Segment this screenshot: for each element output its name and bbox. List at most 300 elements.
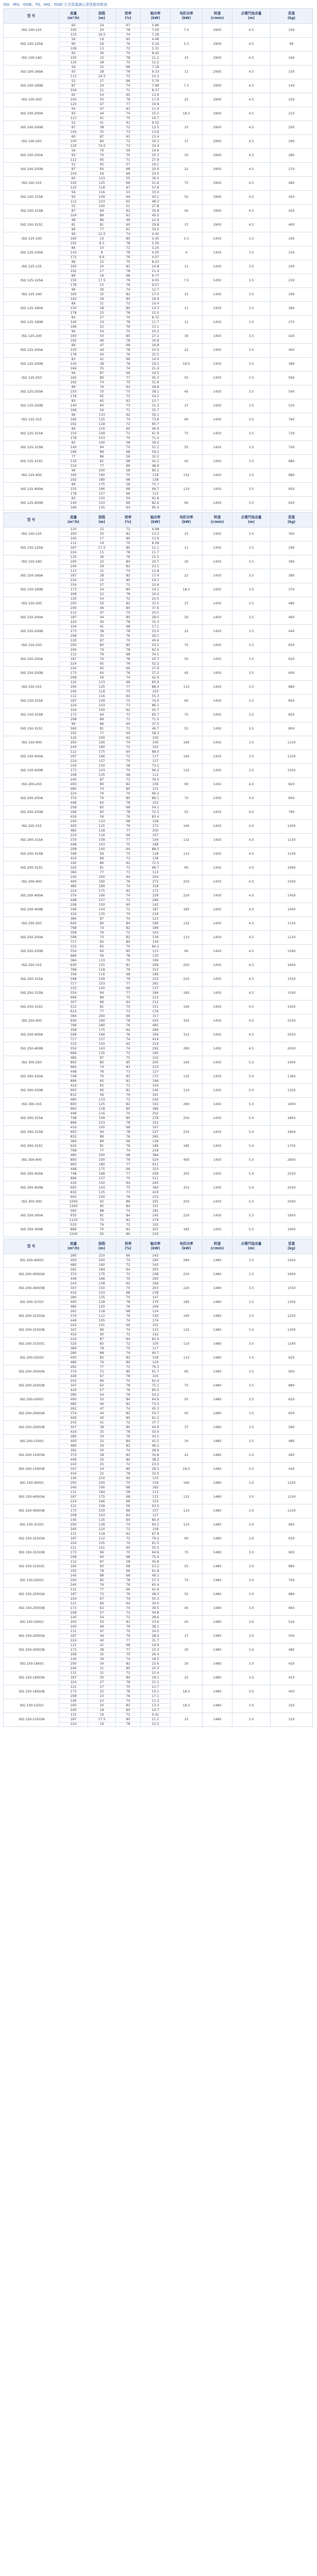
shaft-power-cell: 206	[141, 1305, 171, 1310]
efficiency-cell: 74	[116, 1351, 141, 1356]
model-cell: ISG 150-200(I)	[4, 1616, 59, 1630]
table-row	[4, 667, 313, 671]
efficiency-cell: 68	[116, 167, 141, 172]
shaft-power-cell: 142	[141, 1333, 171, 1337]
flow-cell: 187	[59, 1718, 88, 1722]
weight-cell: 650	[271, 639, 313, 653]
flow-cell: 640	[59, 963, 88, 968]
table-row	[4, 24, 313, 28]
flow-cell: 150	[59, 307, 88, 311]
table-row	[4, 1560, 313, 1565]
spec-table	[3, 1239, 313, 1727]
column-header-eff	[116, 513, 141, 528]
efficiency-cell: 66	[116, 1324, 141, 1328]
shaft-power-cell: 51.2	[141, 446, 171, 450]
shaft-power-cell: 53.2	[141, 1565, 171, 1569]
head-cell: 12.5	[88, 232, 116, 237]
weight-cell: 500	[271, 1630, 313, 1643]
table-row	[4, 163, 313, 167]
efficiency-cell: 56	[116, 483, 141, 487]
speed-cell: 1480	[203, 1435, 232, 1449]
motor-cell: 37	[171, 1630, 203, 1643]
head-cell: 20	[88, 1704, 116, 1708]
shaft-power-cell: 48.3	[141, 1592, 171, 1597]
head-cell: 184	[88, 1490, 116, 1495]
efficiency-cell: 60	[116, 722, 141, 727]
efficiency-cell: 65	[116, 200, 141, 205]
flow-cell: 160	[59, 265, 88, 269]
column-header-unit: (m)	[248, 16, 255, 20]
weight-cell: 400	[271, 344, 313, 358]
flow-cell: 172	[59, 256, 88, 260]
weight-cell: 730	[271, 427, 313, 441]
efficiency-cell: 60	[116, 1546, 141, 1551]
speed-cell: 1450	[203, 903, 232, 917]
shaft-power-cell: 13.3	[141, 532, 171, 537]
flow-cell: 100	[59, 181, 88, 186]
efficiency-cell: 74	[116, 1259, 141, 1263]
npsh-cell: 3.0	[232, 1560, 271, 1574]
head-cell: 41	[88, 1421, 116, 1426]
speed-cell: 1450	[203, 344, 232, 358]
efficiency-cell: 62	[116, 861, 141, 866]
weight-cell: 680	[271, 455, 313, 469]
efficiency-cell: 80	[116, 1361, 141, 1365]
table-row	[4, 1167, 313, 1172]
speed-cell: 1450	[203, 611, 232, 625]
flow-cell: 358	[59, 973, 88, 977]
motor-cell: 110	[171, 1504, 203, 1518]
flow-cell: 480	[59, 1361, 88, 1365]
flow-cell: 480	[59, 885, 88, 889]
model-cell: ISG 200-315A	[4, 834, 59, 848]
npsh-cell: 3.5	[232, 1407, 271, 1421]
efficiency-cell: 80	[116, 307, 141, 311]
efficiency-cell: 82	[116, 565, 141, 569]
flow-cell: 120	[59, 681, 88, 685]
table-row	[4, 973, 313, 977]
flow-cell: 192	[59, 422, 88, 427]
speed-cell: 1450	[203, 302, 232, 316]
shaft-power-cell: 8.28	[141, 541, 171, 546]
flow-cell: 374	[59, 1453, 88, 1458]
shaft-power-cell: 25.5	[141, 353, 171, 358]
table-row	[4, 834, 313, 838]
model-cell: ISG 125-400	[4, 469, 59, 483]
motor-cell: 185	[171, 1223, 203, 1237]
motor-cell: 45	[171, 455, 203, 469]
motor-cell: 250	[171, 1112, 203, 1126]
shaft-power-cell: 105	[141, 1375, 171, 1379]
shaft-power-cell: 52.2	[141, 662, 171, 667]
head-cell: 96	[88, 1328, 116, 1333]
efficiency-cell: 74	[116, 1047, 141, 1052]
weight-cell: 540	[271, 385, 313, 399]
shaft-power-cell: 55.3	[141, 694, 171, 699]
motor-cell: 220	[171, 973, 203, 987]
flow-cell: 178	[59, 395, 88, 399]
flow-cell: 768	[59, 1024, 88, 1028]
head-cell: 96	[88, 1551, 116, 1555]
head-cell: 116	[88, 1112, 116, 1116]
motor-cell: 110	[171, 681, 203, 694]
efficiency-cell: 66	[116, 1014, 141, 1019]
shaft-power-cell: 54.7	[141, 1412, 171, 1416]
efficiency-cell: 64	[116, 1602, 141, 1606]
efficiency-cell: 51	[116, 205, 141, 209]
weight-cell: 1650	[271, 1254, 313, 1268]
flow-cell: 86	[59, 246, 88, 251]
speed-cell: 1450	[203, 555, 232, 569]
weight-cell: 380	[271, 569, 313, 583]
npsh-cell: 3.5	[232, 413, 271, 427]
speed-cell: 2900	[203, 149, 232, 163]
efficiency-cell: 82	[116, 293, 141, 297]
column-header-label: 电机功率	[179, 515, 193, 519]
shaft-power-cell: 187	[141, 908, 171, 912]
motor-cell: 90	[171, 497, 203, 511]
efficiency-cell: 62	[116, 736, 141, 741]
shaft-power-cell: 279	[141, 1218, 171, 1223]
motor-cell: 315	[171, 1181, 203, 1195]
shaft-power-cell: 41.6	[141, 1588, 171, 1592]
flow-cell: 89	[59, 274, 88, 279]
flow-cell: 173	[59, 1551, 88, 1555]
motor-cell: 55	[171, 1393, 203, 1407]
table-row	[4, 413, 313, 418]
model-cell: ISG 150-400B	[4, 764, 59, 778]
shaft-power-cell: 112	[141, 773, 171, 778]
flow-cell: 384	[59, 1014, 88, 1019]
flow-cell: 717	[59, 1038, 88, 1042]
head-cell: 27	[88, 583, 116, 588]
efficiency-cell: 78	[116, 1472, 141, 1477]
flow-cell: 140	[59, 446, 88, 450]
flow-cell: 224	[59, 792, 88, 796]
head-cell: 74	[88, 926, 116, 931]
flow-cell: 187	[59, 657, 88, 662]
head-cell: 86	[88, 1001, 116, 1005]
model-cell: ISG 125-100	[4, 232, 59, 246]
speed-cell: 1450	[203, 639, 232, 653]
speed-cell: 1450	[203, 722, 232, 736]
head-cell: 31	[88, 569, 116, 574]
head-cell: 103	[88, 436, 116, 441]
motor-cell: 55	[171, 371, 203, 385]
motor-cell: 400	[171, 1154, 203, 1167]
shaft-power-cell: 290	[141, 1277, 171, 1282]
column-header-unit: (kW)	[181, 16, 191, 20]
flow-cell: 120	[59, 33, 88, 38]
motor-cell: 250	[171, 959, 203, 973]
npsh-cell: 4.5	[232, 107, 271, 121]
flow-cell: 100	[59, 98, 88, 103]
weight-cell: 780	[271, 806, 313, 820]
efficiency-cell: 78	[116, 339, 141, 344]
shaft-power-cell: 159	[141, 940, 171, 945]
head-cell: 87	[88, 371, 116, 376]
motor-cell: 132	[171, 1324, 203, 1337]
motor-cell: 355	[171, 1014, 203, 1028]
head-cell: 133	[88, 820, 116, 824]
flow-cell: 52	[59, 79, 88, 84]
shaft-power-cell: 103	[141, 931, 171, 936]
flow-cell: 200	[59, 1620, 88, 1625]
table-row	[4, 1449, 313, 1453]
efficiency-cell: 71	[116, 1084, 141, 1089]
weight-cell: 160	[271, 232, 313, 246]
flow-cell: 717	[59, 940, 88, 945]
efficiency-cell: 62	[116, 209, 141, 214]
shaft-power-cell: 73.2	[141, 764, 171, 769]
head-cell: 27	[88, 1685, 116, 1690]
shaft-power-cell: 34.1	[141, 653, 171, 657]
efficiency-cell: 63	[116, 214, 141, 218]
head-cell: 70	[88, 657, 116, 662]
head-cell: 74	[88, 1065, 116, 1070]
flow-cell: 187	[59, 546, 88, 551]
flow-cell: 598	[59, 936, 88, 940]
flow-cell: 346	[59, 810, 88, 815]
column-header-label: 扬程	[98, 11, 106, 15]
flow-cell: 666	[59, 954, 88, 959]
efficiency-cell: 80	[116, 334, 141, 339]
shaft-power-cell: 261	[141, 982, 171, 987]
shaft-power-cell: 9.33	[141, 70, 171, 75]
flow-cell: 104	[59, 764, 88, 769]
speed-cell: 1450	[203, 778, 232, 792]
shaft-power-cell: 39.0	[141, 441, 171, 446]
efficiency-cell: 68	[116, 773, 141, 778]
head-cell: 200	[88, 469, 116, 473]
head-cell: 47	[88, 344, 116, 348]
head-cell: 87	[88, 778, 116, 783]
efficiency-cell: 76	[116, 880, 141, 885]
shaft-power-cell: 153	[141, 1500, 171, 1504]
head-cell: 27	[88, 316, 116, 320]
weight-cell: 1200	[271, 1490, 313, 1504]
efficiency-cell: 80	[116, 643, 141, 648]
table-row	[4, 597, 313, 602]
npsh-cell: 3.5	[232, 1282, 271, 1296]
motor-cell: 45	[171, 385, 203, 399]
npsh-cell: 3.5	[232, 541, 271, 555]
efficiency-cell: 66	[116, 681, 141, 685]
weight-cell: 2100	[271, 1014, 313, 1028]
model-cell: ISG 200-315(I)C	[4, 1337, 59, 1351]
npsh-cell: 3.0	[232, 1643, 271, 1657]
flow-cell: 832	[59, 1135, 88, 1140]
weight-cell: 1120	[271, 931, 313, 945]
weight-cell: 96	[271, 38, 313, 52]
motor-cell: 132	[171, 917, 203, 931]
flow-cell: 121	[59, 1643, 88, 1648]
motor-cell: 15	[171, 1713, 203, 1727]
head-cell: 158	[88, 1282, 116, 1286]
model-cell: ISG 125-200B	[4, 358, 59, 371]
flow-cell: 416	[59, 1430, 88, 1435]
motor-cell: 250	[171, 1268, 203, 1282]
table-row	[4, 1435, 313, 1439]
weight-cell: 800	[271, 792, 313, 806]
model-cell: ISG 200-250(I)B	[4, 1379, 59, 1393]
efficiency-cell: 74	[116, 741, 141, 745]
flow-cell: 160	[59, 473, 88, 478]
shaft-power-cell: 30.8	[141, 339, 171, 344]
motor-cell: 75	[171, 708, 203, 722]
shaft-power-cell: 184	[141, 991, 171, 996]
flow-cell: 140	[59, 1477, 88, 1481]
head-cell: 38	[88, 1648, 116, 1653]
motor-cell: 132	[171, 469, 203, 483]
flow-cell: 143	[59, 251, 88, 256]
motor-cell: 30	[171, 555, 203, 569]
efficiency-cell: 86	[116, 1200, 141, 1205]
column-header-label: 转速	[213, 515, 221, 519]
model-cell: ISG 150-200A	[4, 611, 59, 625]
speed-cell: 1450	[203, 889, 232, 903]
model-cell: ISG 150-315(I)B	[4, 1546, 59, 1560]
shaft-power-cell: 89.1	[141, 796, 171, 801]
speed-cell: 1450	[203, 427, 232, 441]
efficiency-cell: 73	[116, 866, 141, 871]
table-row	[4, 1154, 313, 1158]
column-header-label: 泵重	[288, 515, 295, 519]
npsh-cell: 4.0	[232, 792, 271, 806]
efficiency-cell: 80	[116, 1467, 141, 1472]
table-row	[4, 1042, 313, 1047]
shaft-power-cell: 137	[141, 759, 171, 764]
head-cell: 120	[88, 1528, 116, 1532]
shaft-power-cell: 49.7	[141, 727, 171, 732]
motor-cell: 7.5	[171, 274, 203, 288]
speed-cell: 2900	[203, 121, 232, 135]
shaft-power-cell: 74.0	[141, 699, 171, 704]
flow-cell: 166	[59, 450, 88, 455]
shaft-power-cell: 48.3	[141, 200, 171, 205]
head-cell: 200	[88, 1481, 116, 1486]
efficiency-cell: 70	[116, 945, 141, 950]
efficiency-cell: 76	[116, 1195, 141, 1200]
speed-cell: 1450	[203, 413, 232, 427]
efficiency-cell: 78	[116, 648, 141, 653]
efficiency-cell: 78	[116, 56, 141, 61]
flow-cell: 56	[59, 191, 88, 195]
head-cell: 60	[88, 404, 116, 409]
table-row	[4, 483, 313, 487]
shaft-power-cell: 11.2	[141, 56, 171, 61]
flow-cell: 173	[59, 1648, 88, 1653]
flow-cell: 240	[59, 565, 88, 569]
head-cell: 86	[88, 1140, 116, 1144]
speed-cell: 1450	[203, 1042, 232, 1056]
efficiency-cell: 79	[116, 1625, 141, 1630]
column-header-weight	[271, 9, 313, 24]
head-cell: 200	[88, 736, 116, 741]
shaft-power-cell: 62.4	[141, 1379, 171, 1384]
model-cell: ISG 125-315A	[4, 427, 59, 441]
shaft-power-cell: 28.4	[141, 1634, 171, 1639]
flow-cell: 160	[59, 727, 88, 732]
npsh-cell: 3.5	[232, 1268, 271, 1282]
npsh-cell: 3.5	[232, 316, 271, 330]
flow-cell: 160	[59, 334, 88, 339]
shaft-power-cell: 386	[141, 1107, 171, 1112]
column-header-unit: (r/min)	[210, 520, 224, 524]
shaft-power-cell: 71.0	[141, 718, 171, 722]
head-cell: 67	[88, 1597, 116, 1602]
efficiency-cell: 62	[116, 1042, 141, 1047]
head-cell: 17.5	[88, 279, 116, 283]
efficiency-cell: 71	[116, 158, 141, 163]
shaft-power-cell: 203	[141, 1286, 171, 1291]
npsh-cell: 3.0	[232, 1532, 271, 1546]
efficiency-cell: 80	[116, 1676, 141, 1681]
flow-cell: 173	[59, 769, 88, 773]
shaft-power-cell: 186	[141, 1144, 171, 1149]
npsh-cell: 3.5	[232, 611, 271, 625]
head-cell: 41	[88, 1643, 116, 1648]
weight-cell: 400	[271, 1685, 313, 1699]
efficiency-cell: 78	[116, 1300, 141, 1305]
efficiency-cell: 77	[116, 376, 141, 381]
model-cell: ISG 200-315C	[4, 861, 59, 875]
npsh-cell: 3.5	[232, 1365, 271, 1379]
shaft-power-cell: 22.9	[141, 218, 171, 223]
npsh-cell: 3.5	[232, 232, 271, 246]
shaft-power-cell: 204	[141, 875, 171, 880]
shaft-power-cell: 113	[141, 871, 171, 875]
table-row	[4, 1477, 313, 1481]
efficiency-cell: 68	[116, 487, 141, 492]
efficiency-cell: 77	[116, 1639, 141, 1643]
shaft-power-cell: 75.0	[141, 1555, 171, 1560]
head-cell: 87	[88, 135, 116, 140]
head-cell: 60	[88, 671, 116, 676]
efficiency-cell: 80	[116, 546, 141, 551]
flow-cell: 208	[59, 634, 88, 639]
table-row	[4, 778, 313, 783]
efficiency-cell: 58	[116, 469, 141, 473]
shaft-power-cell: 4.42	[141, 232, 171, 237]
model-cell: ISG 125-160A	[4, 302, 59, 316]
table-row	[4, 205, 313, 209]
head-cell: 16.5	[88, 33, 116, 38]
shaft-power-cell: 291	[141, 1200, 171, 1205]
table-row	[4, 260, 313, 265]
flow-cell: 768	[59, 926, 88, 931]
efficiency-cell: 76	[116, 1583, 141, 1588]
shaft-power-cell: 20.5	[141, 611, 171, 616]
shaft-power-cell: 33.4	[141, 144, 171, 149]
npsh-cell: 3.5	[232, 639, 271, 653]
motor-cell: 160	[171, 1477, 203, 1490]
shaft-power-cell: 19.1	[141, 579, 171, 583]
speed-cell: 1450	[203, 1028, 232, 1042]
head-cell: 31	[88, 302, 116, 307]
head-cell: 87	[88, 1560, 116, 1565]
flow-cell: 173	[59, 713, 88, 718]
motor-cell: 37	[171, 597, 203, 611]
efficiency-cell: 74	[116, 1597, 141, 1602]
shaft-power-cell: 40.0	[141, 214, 171, 218]
efficiency-cell: 74	[116, 367, 141, 371]
table-row	[4, 1254, 313, 1259]
efficiency-cell: 75	[116, 1005, 141, 1010]
efficiency-cell: 70	[116, 154, 141, 158]
head-cell: 120	[88, 1305, 116, 1310]
npsh-cell: 3.5	[232, 1449, 271, 1463]
